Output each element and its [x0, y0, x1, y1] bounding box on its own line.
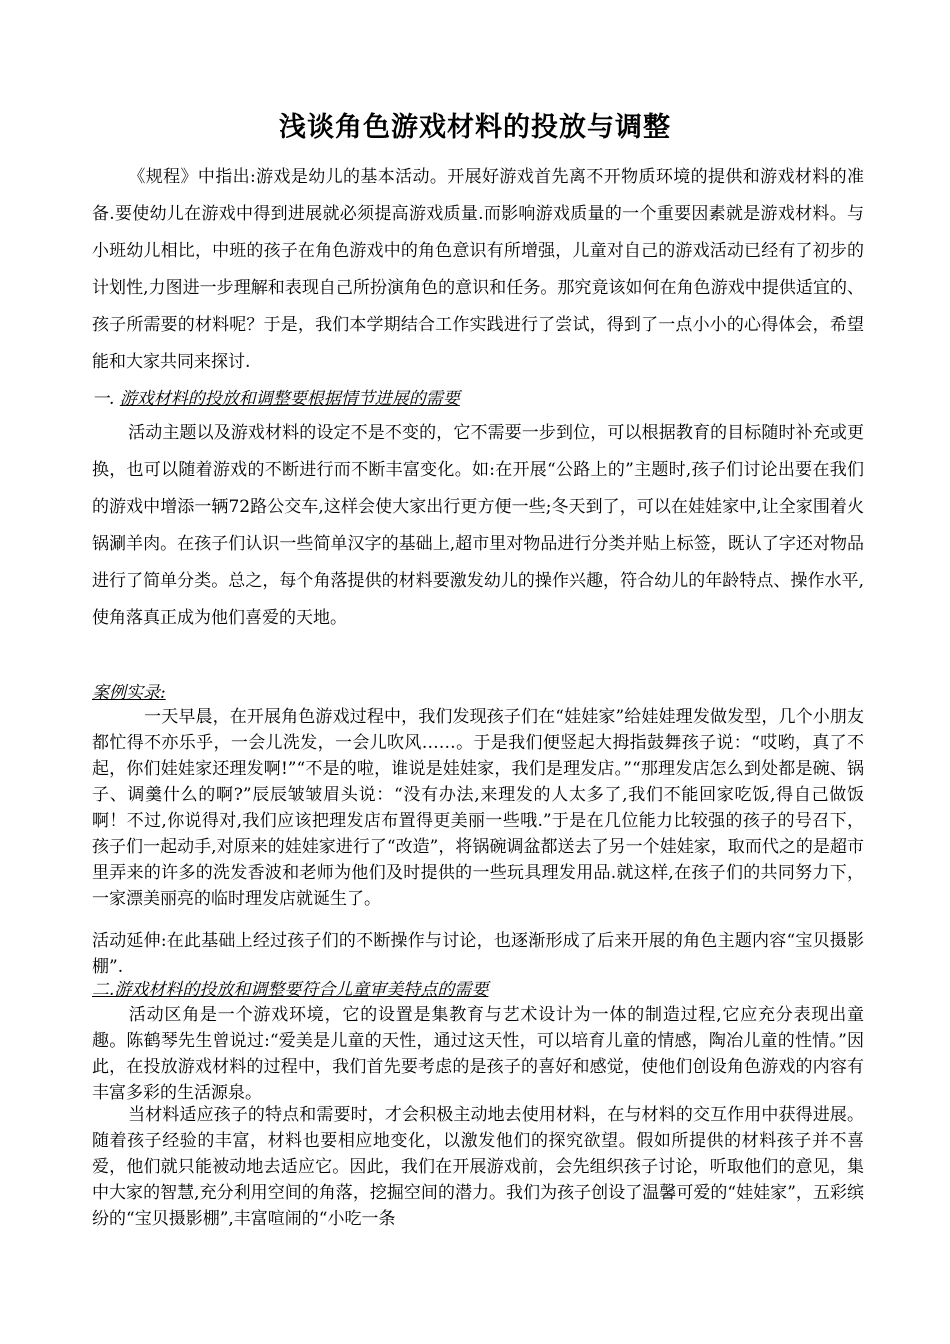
case-label: [92, 680, 166, 706]
section2-text-2: 当材料适应孩子的特点和需要时，才会积极主动地去使用材料，在与材料的交互作用中获得进展。随着孩子经验的丰富，材料也要相应地变化，以激发他们的探究欲望。假如所提供的材料孩子并不喜爱，他们就只能被动地去适应它。因此，我们在开展游戏前，会先组织孩子讨论，听取他们的意见，集中大家的智慧,充分利用空间的角落，挖掘空间的潜力。我们为孩子创设了温馨可爱的“娃娃家”，五彩缤纷的“宝贝摄影棚”,丰富喧闹的“小吃一条: [92, 1105, 864, 1229]
document-title: 浅谈角色游戏材料的投放与调整: [279, 112, 671, 143]
section2-paragraph-2: [92, 1102, 864, 1232]
intro-text: 《规程》中指出:游戏是幼儿的基本活动。开展好游戏首先离不开物质环境的提供和游戏材料的准备.要使幼儿在游戏中得到进展就必须提高游戏质量.而影响游戏质量的一个重要因素就是游戏材料。与小班幼儿相比，中班的孩子在角色游戏中的角色意识有所增强，儿童对自己的游戏活动已经有了初步的计划性,力图进一步理解和表现自己所扮演角色的意识和任务。那究竟该如何在角色游戏中提供适宜的、孩子所需要的材料呢？于是，我们本学期结合工作实践进行了尝试，得到了一点小小的心得体会，希望能和大家共同来探讨.: [92, 167, 864, 372]
case-label-text: 案例实录:: [92, 683, 166, 703]
section1-number: 一.: [92, 389, 115, 409]
case-extension-paragraph: [92, 928, 864, 980]
section1-paragraph: [92, 415, 864, 637]
section2-title: 二.游戏材料的投放和调整要符合儿童审美特点的需要: [92, 980, 489, 1000]
section2-heading: [92, 977, 488, 1003]
intro-paragraph: [92, 159, 864, 381]
section1-text: 活动主题以及游戏材料的设定不是不变的，它不需要一步到位，可以根据教育的目标随时补充或更换，也可以随着游戏的不断进行而不断丰富变化。如:在开展“公路上的”主题时,孩子们讨论出要在我们的游戏中增添一辆72路公交车,这样会使大家出行更方便一些;冬天到了，可以在娃娃家中,让全家围着火锅涮羊肉。在孩子们认识一些简单汉字的基础上,超市里对物品进行分类并贴上标签，既认了字还对物品进行了简单分类。总之，每个角落提供的材料要激发幼儿的操作兴趣，符合幼儿的年龄特点、操作水平,使角落真正成为他们喜爱的天地。: [92, 423, 864, 628]
case-paragraph: [92, 704, 864, 912]
section2-text-1: 活动区角是一个游戏环境，它的设置是集教育与艺术设计为一体的制造过程,它应充分表现出童趣。陈鹤琴先生曾说过:“爱美是儿童的天性，通过这天性，可以培育儿童的情感，陶冶儿童的性情。”因此，在投放游戏材料的过程中，我们首先要考虑的是孩子的喜好和感觉，使他们创设角色游戏的内容有丰富多彩的生活源泉。: [92, 1005, 864, 1103]
section1-title: 游戏材料的投放和调整要根据情节进展的需要: [119, 389, 460, 409]
case-text: 一天早晨，在开展角色游戏过程中，我们发现孩子们在“娃娃家”给娃娃理发做发型，几个小朋友都忙得不亦乐乎，一会儿洗发，一会儿吹风……。于是我们便竖起大拇指鼓舞孩子说：“哎哟，真了不起，你们娃娃家还理发啊!”“不是的啦，谁说是娃娃家，我们是理发店。”“那理发店怎么到处都是碗、锅子、调羹什么的啊?”辰辰皱皱眉头说：“没有办法,来理发的人太多了,我们不能回家吃饭,得自己做饭啊！不过,你说得对,我们应该把理发店布置得更美丽一些哦.”于是在几位能力比较强的孩子的号召下，孩子们一起动手,对原来的娃娃家进行了“改造”，将锅碗调盆都送去了另一个娃娃家，取而代之的是超市里弄来的许多的洗发香波和老师为他们及时提供的一些玩具理发用品.就这样,在孩子们的共同努力下，一家漂美丽亮的临时理发店就诞生了。: [92, 707, 864, 909]
section2-paragraph-1: [92, 1002, 864, 1106]
section1-heading: [92, 386, 460, 412]
case-extension-text: 活动延伸:在此基础上经过孩子们的不断操作与讨论，也逐渐形成了后来开展的角色主题内容“宝贝摄影棚”.: [92, 931, 864, 977]
